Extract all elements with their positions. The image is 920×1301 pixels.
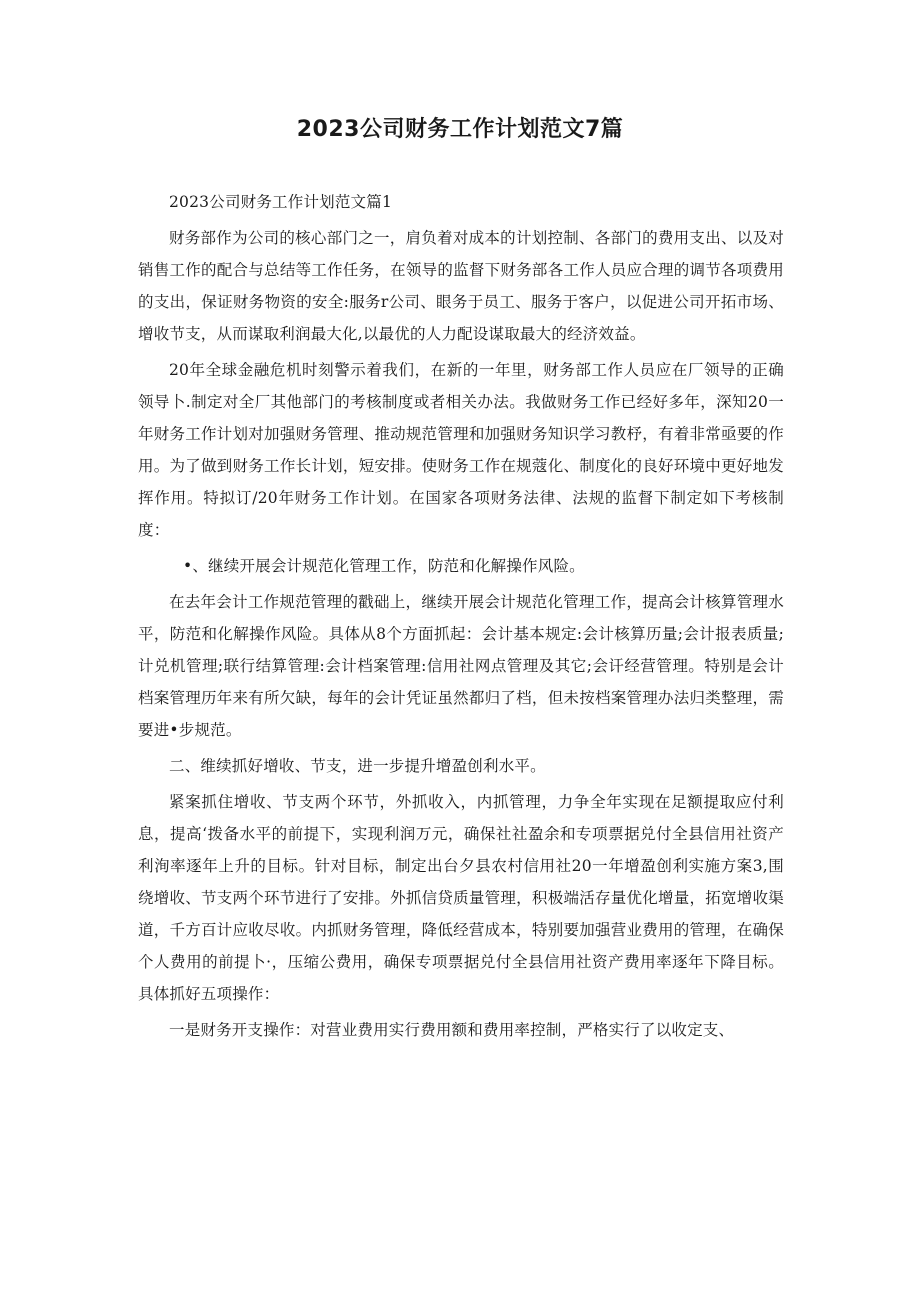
list-item-heading-1: •、继续开展会计规范化管理工作，防范和化解操作风险。 (183, 557, 585, 575)
document-body (138, 186, 784, 1046)
paragraph-expense-operation: 一是财务开支操作：对营业费用实行费用额和费用率控制，严格实行了以收定支、 (169, 1021, 735, 1039)
paragraph-intro: 财务部作为公司的核心部门之一，肩负着对成本的计划控制、各部门的费用支出、以及对销售工作的配合与总结等工作任务，在领导的监督下财务部各工作人员应合理的调节各项费用的支出，保证财务物资的安全:服务r公司、眼务于员工、服务于客户，以促进公司开拓市场、增收节支，从而谋取利润最大化,以最优的人力配设谋取最大的经济效益。 (138, 229, 784, 343)
section-heading: 2023公司财务工作计划范文篇1 (169, 193, 393, 211)
paragraph-accounting-standards: 在去年会计工作规范管理的戳础上，继续开展会计规范化管理工作，提高会计核算管理水平，防范和化解操作风险。具体从8个方面抓起：会计基本规定:会计核算历量;会计报表质量;计兑机管理;联行结算管理:会计档案管理:信用社网点管理及其它;会讦经营管理。特别是会计档案管理历年来有所欠缺，每年的会计凭证虽然都归了档，但未按档案管理办法归类整理，需要进•步规范。 (138, 593, 784, 739)
paragraph-background: 20年全球金融危机时刻警示着我们，在新的一年里，财务部工作人员应在厂领导的正确领导卜.制定对全厂其他部门的考核制度或者相关办法。我做财务工作已经好多年，深知20一年财务工作计划对加强财务管理、推动规范管理和加强财务知识学习教杼，有着非常亟要的作用。为了做到财务工作长计划，短安排。使财务工作在规蔻化、制度化的良好环境中更好地发挥作用。特拟订/20年财务工作计划。在国家各项财务法律、法规的监督下制定如下考核制度： (138, 361, 784, 539)
document-title: 2023公司财务工作计划范文7篇 (296, 117, 624, 142)
paragraph-revenue-expense: 紧案抓住增收、节支两个环节，外抓收入，内抓管理，力争全年实现在足额提取应付利息，提高‘拨备水平的前提下，实现利润万元，确保社社盈余和专项票据兑付全县信用社资产利洵率逐年上升的目标。针对目标，制定出台夕县农村信用社20一年增盈创利实施方案3,围绕增收、节支两个环节进行了安排。外抓信贷质量管理，积极端活存量优化增量，拓宽增收渠道，千方百计应收尽收。内抓财务管理，降低经营成本，特别要加强营业费用的管理，在确保个人费用的前提卜·，压缩公费用，确保专项票据兑付全县信用社资产费用率逐年下降目标。具体抓好五项操作： (138, 793, 784, 1003)
list-item-heading-2: 二、维续抓好增收、节支，进一步提升增盈创利水平。 (169, 757, 546, 775)
